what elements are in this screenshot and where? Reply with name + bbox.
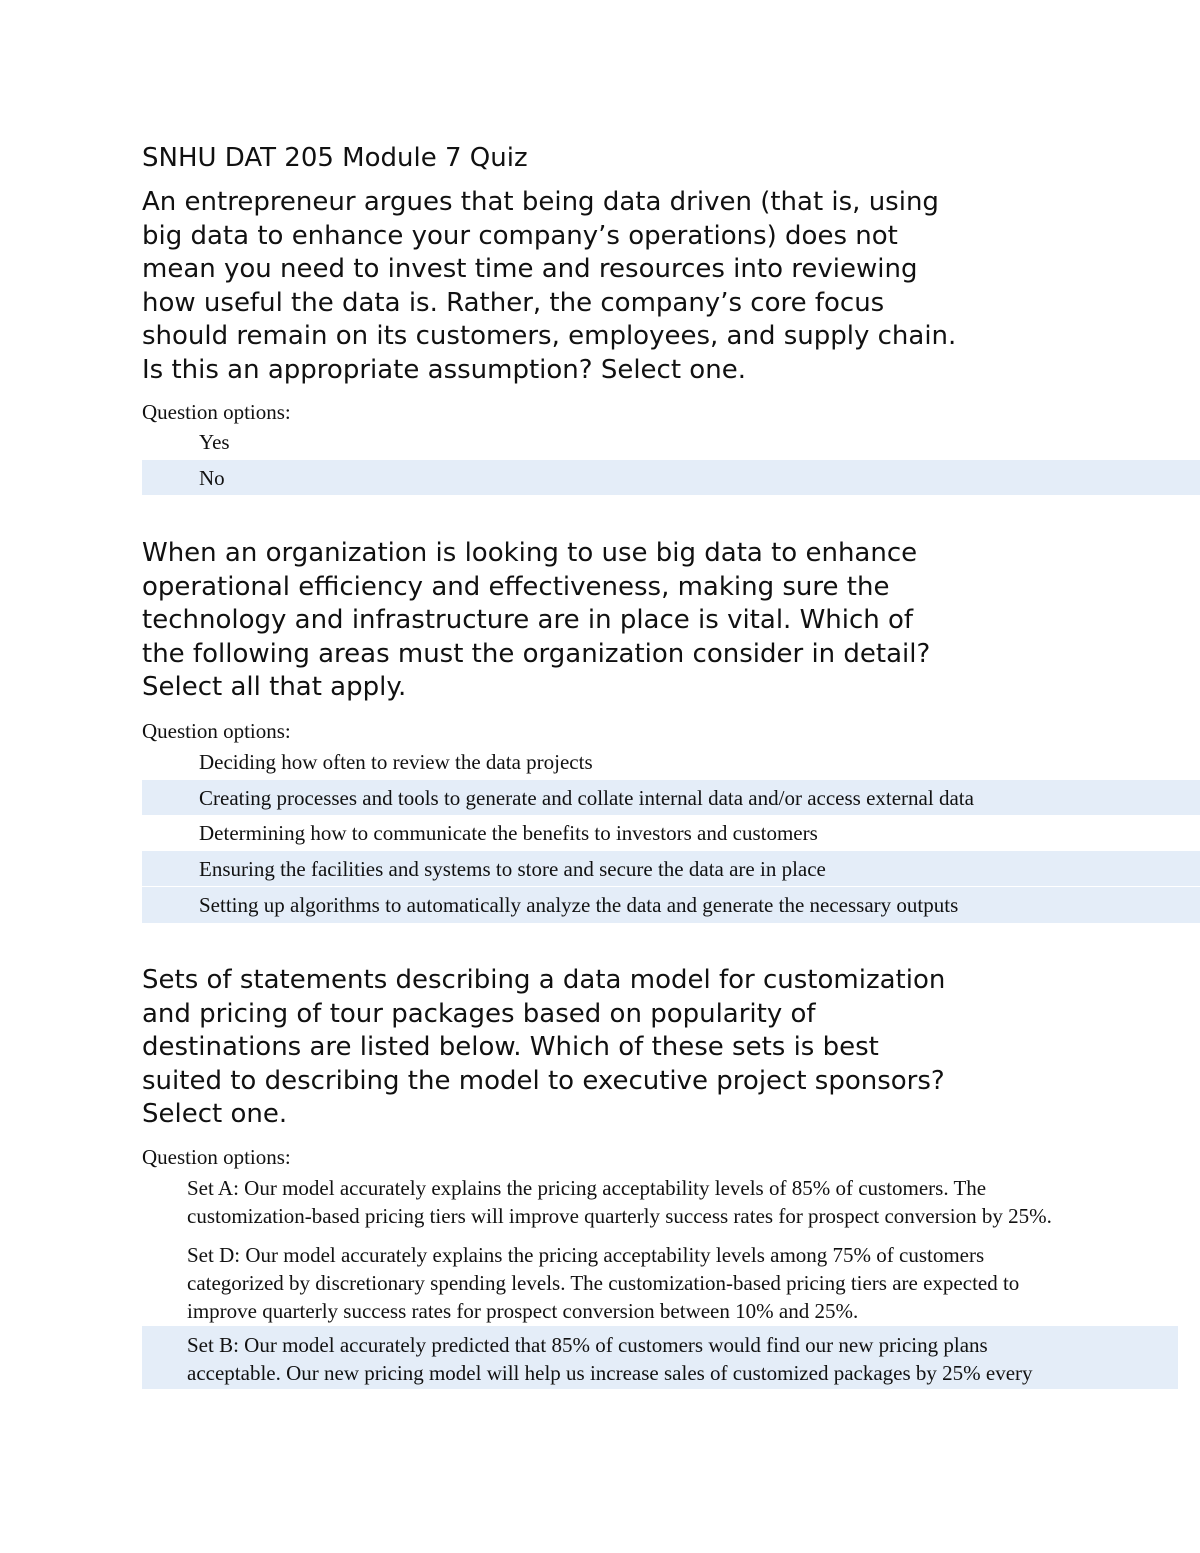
question-line: should remain on its customers, employees, and supply chain. [142, 321, 957, 351]
question-2-options-label: Question options: [142, 719, 291, 743]
question-2-option-5[interactable] [142, 887, 1200, 923]
option-line: improve quarterly success rates for prospect conversion between 10% and 25%. [187, 1299, 859, 1323]
question-line: destinations are listed below. Which of these sets is best [142, 1032, 879, 1062]
option-label: Deciding how often to review the data projects [199, 750, 593, 774]
question-3-text [142, 964, 1142, 1132]
question-2-option-4[interactable] [142, 851, 1200, 886]
option-line: acceptable. Our new pricing model will help us increase sales of customized packages by 25% every [187, 1361, 1033, 1385]
question-1-option-no[interactable] [142, 460, 1200, 495]
question-line: Select one. [142, 1099, 288, 1129]
option-label: Determining how to communicate the benefits to investors and customers [199, 821, 818, 845]
question-3-option-set-d[interactable] [142, 1239, 1200, 1325]
question-line: big data to enhance your company’s operations) does not [142, 220, 898, 251]
question-line: When an organization is looking to use big data to enhance [142, 538, 918, 568]
option-line: Set B: Our model accurately predicted that 85% of customers would find our new pricing plans [187, 1333, 988, 1357]
question-line: An entrepreneur argues that being data driven (that is, using [142, 187, 939, 217]
option-label: Setting up algorithms to automatically analyze the data and generate the necessary outputs [199, 893, 959, 917]
question-2-option-2[interactable] [142, 780, 1200, 815]
question-line: Sets of statements describing a data model for customization [142, 965, 946, 995]
document-title: SNHU DAT 205 Module 7 Quiz [142, 143, 528, 173]
question-1-option-yes[interactable] [142, 428, 1200, 460]
option-label: Yes [199, 430, 230, 454]
question-line: mean you need to invest time and resources into reviewing [142, 254, 918, 284]
option-line: categorized by discretionary spending levels. The customization-based pricing tiers are expected to [187, 1271, 1020, 1295]
question-2-option-3[interactable] [142, 815, 1200, 850]
question-line: Select all that apply. [142, 672, 407, 702]
question-3-option-set-b[interactable] [142, 1326, 1178, 1389]
question-line: and pricing of tour packages based on popularity of [142, 998, 816, 1029]
question-line: operational efficiency and effectiveness, making sure the [142, 571, 890, 602]
question-2-option-1[interactable] [142, 746, 1200, 780]
question-2-text [142, 537, 1142, 705]
question-line: the following areas must the organization consider in detail? [142, 638, 931, 669]
option-label: No [199, 466, 225, 490]
question-line: how useful the data is. Rather, the company’s core focus [142, 287, 885, 318]
question-line: technology and infrastructure are in place is vital. Which of [142, 605, 914, 635]
option-line: Set A: Our model accurately explains the pricing acceptability levels of 85% of customers. The [187, 1176, 987, 1200]
question-3-option-set-a[interactable] [142, 1174, 1200, 1239]
option-label: Ensuring the facilities and systems to store and secure the data are in place [199, 857, 826, 881]
option-label: Creating processes and tools to generate and collate internal data and/or access external data [199, 786, 974, 810]
option-line: Set D: Our model accurately explains the pricing acceptability levels among 75% of customers [187, 1243, 985, 1267]
question-line: suited to describing the model to executive project sponsors? [142, 1065, 945, 1096]
question-3-options-label: Question options: [142, 1145, 291, 1169]
question-1-text [142, 186, 1142, 387]
question-1-options-label: Question options: [142, 400, 291, 424]
question-line: Is this an appropriate assumption? Select one. [142, 354, 746, 385]
option-line: customization-based pricing tiers will improve quarterly success rates for prospect conversion by 25%. [187, 1204, 1052, 1228]
